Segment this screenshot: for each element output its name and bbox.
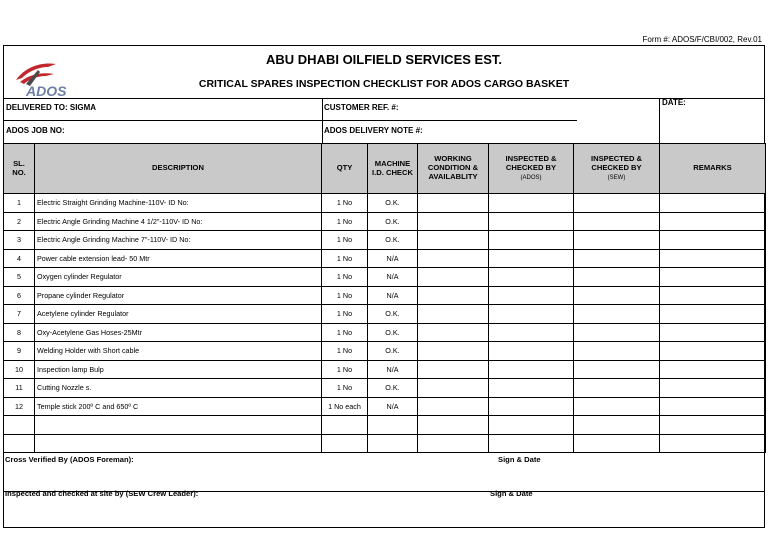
row-machine-check: O.K.: [368, 323, 418, 342]
table-row: [4, 323, 766, 342]
row-description: [35, 434, 322, 453]
inspected-site-label: Inspected and checked at site by (SEW Crew Leader):: [5, 489, 199, 498]
row-machine-check: O.K.: [368, 194, 418, 213]
row-inspected-sew: [574, 268, 660, 287]
row-number: 3: [4, 231, 35, 250]
row-qty: 1 No: [322, 305, 368, 324]
row-machine-check: O.K.: [368, 342, 418, 361]
header-inspected-sew: INSPECTED & CHECKED BY (SEW): [574, 144, 660, 194]
table-header-row: [4, 144, 766, 194]
row-remarks: [660, 231, 766, 250]
sign-date-1: Sign & Date: [498, 455, 541, 464]
row-qty: 1 No: [322, 379, 368, 398]
table-row: [4, 397, 766, 416]
row-inspected-sew: [574, 360, 660, 379]
row-description: Propane cylinder Regulator: [35, 286, 322, 305]
table-row: [4, 379, 766, 398]
table-row: [4, 286, 766, 305]
row-remarks: [660, 212, 766, 231]
logo-text: ADOS: [26, 83, 67, 98]
row-inspected-sew: [574, 323, 660, 342]
row-remarks: [660, 379, 766, 398]
row-remarks: [660, 323, 766, 342]
table-row: [4, 231, 766, 250]
row-remarks: [660, 360, 766, 379]
row-inspected-ados: [489, 397, 574, 416]
row-qty: 1 No: [322, 323, 368, 342]
row-inspected-sew: [574, 194, 660, 213]
row-working: [418, 434, 489, 453]
row-inspected-ados: [489, 268, 574, 287]
row-number: 12: [4, 397, 35, 416]
table-row: [4, 268, 766, 287]
row-number: 8: [4, 323, 35, 342]
form-number: Form #: ADOS/F/CBI/002, Rev.01: [642, 35, 762, 44]
row-working: [418, 268, 489, 287]
row-remarks: [660, 434, 766, 453]
row-qty: 1 No: [322, 342, 368, 361]
row-working: [418, 379, 489, 398]
row-working: [418, 397, 489, 416]
row-remarks: [660, 342, 766, 361]
row-qty: 1 No: [322, 268, 368, 287]
row-description: Temple stick 200º C and 650º C: [35, 397, 322, 416]
date-label: DATE:: [662, 98, 686, 107]
job-no: ADOS JOB NO:: [6, 126, 65, 135]
row-inspected-ados: [489, 342, 574, 361]
row-inspected-ados: [489, 360, 574, 379]
row-machine-check: O.K.: [368, 379, 418, 398]
row-inspected-sew: [574, 416, 660, 435]
row-inspected-ados: [489, 416, 574, 435]
row-machine-check: N/A: [368, 397, 418, 416]
row-inspected-sew: [574, 434, 660, 453]
header-qty: QTY: [322, 144, 368, 194]
row-number: 11: [4, 379, 35, 398]
checklist-sheet: [3, 45, 765, 528]
row-number: [4, 416, 35, 435]
row-qty: 1 No: [322, 360, 368, 379]
table-row: [4, 434, 766, 453]
row-qty: 1 No: [322, 231, 368, 250]
row-qty: [322, 416, 368, 435]
row-description: [35, 416, 322, 435]
cross-verified-label: Cross Verified By (ADOS Foreman):: [5, 455, 134, 464]
row-machine-check: [368, 416, 418, 435]
header-inspected-ados: INSPECTED & CHECKED BY (ADOS): [489, 144, 574, 194]
header-description: DESCRIPTION: [35, 144, 322, 194]
header-machine-id: MACHINE I.D. CHECK: [368, 144, 418, 194]
row-working: [418, 231, 489, 250]
row-working: [418, 342, 489, 361]
row-machine-check: N/A: [368, 286, 418, 305]
row-inspected-sew: [574, 212, 660, 231]
row-inspected-ados: [489, 231, 574, 250]
row-inspected-ados: [489, 286, 574, 305]
table-row: [4, 305, 766, 324]
row-working: [418, 305, 489, 324]
row-remarks: [660, 194, 766, 213]
row-number: 2: [4, 212, 35, 231]
row-description: Power cable extension lead- 50 Mtr: [35, 249, 322, 268]
row-number: 7: [4, 305, 35, 324]
row-description: Welding Holder with Short cable: [35, 342, 322, 361]
row-remarks: [660, 305, 766, 324]
row-qty: 1 No: [322, 212, 368, 231]
row-inspected-sew: [574, 249, 660, 268]
row-inspected-ados: [489, 305, 574, 324]
row-number: 9: [4, 342, 35, 361]
row-working: [418, 249, 489, 268]
header-sl-no: SL. NO.: [4, 144, 35, 194]
row-inspected-sew: [574, 342, 660, 361]
row-description: Acetylene cylinder Regulator: [35, 305, 322, 324]
row-working: [418, 286, 489, 305]
row-working: [418, 212, 489, 231]
row-qty: 1 No each: [322, 397, 368, 416]
row-inspected-ados: [489, 212, 574, 231]
row-qty: 1 No: [322, 194, 368, 213]
row-number: 4: [4, 249, 35, 268]
row-machine-check: N/A: [368, 268, 418, 287]
customer-ref: CUSTOMER REF. #:: [324, 103, 399, 112]
row-qty: 1 No: [322, 249, 368, 268]
row-machine-check: N/A: [368, 360, 418, 379]
row-description: Electric Straight Grinding Machine-110V- ID No:: [35, 194, 322, 213]
row-description: Oxy-Acetylene Gas Hoses-25Mtr: [35, 323, 322, 342]
table-row: [4, 360, 766, 379]
table-row: [4, 342, 766, 361]
row-machine-check: N/A: [368, 249, 418, 268]
row-working: [418, 360, 489, 379]
row-number: [4, 434, 35, 453]
sign-date-2: Sign & Date: [490, 489, 533, 498]
header-remarks: REMARKS: [660, 144, 766, 194]
row-working: [418, 323, 489, 342]
row-machine-check: O.K.: [368, 305, 418, 324]
row-remarks: [660, 397, 766, 416]
company-name: ABU DHABI OILFIELD SERVICES EST.: [266, 52, 502, 67]
row-qty: [322, 434, 368, 453]
row-inspected-ados: [489, 323, 574, 342]
row-inspected-sew: [574, 379, 660, 398]
row-working: [418, 416, 489, 435]
table-row: [4, 249, 766, 268]
table-row: [4, 194, 766, 213]
row-inspected-ados: [489, 194, 574, 213]
row-remarks: [660, 249, 766, 268]
row-inspected-sew: [574, 286, 660, 305]
row-inspected-sew: [574, 397, 660, 416]
row-working: [418, 194, 489, 213]
row-description: Inspection lamp Bulp: [35, 360, 322, 379]
row-remarks: [660, 416, 766, 435]
row-machine-check: O.K.: [368, 231, 418, 250]
row-description: Oxygen cylinder Regulator: [35, 268, 322, 287]
row-inspected-ados: [489, 249, 574, 268]
checklist-table: [3, 143, 766, 453]
checklist-title: CRITICAL SPARES INSPECTION CHECKLIST FOR ADOS CARGO BASKET: [198, 78, 570, 90]
row-number: 10: [4, 360, 35, 379]
row-number: 1: [4, 194, 35, 213]
delivery-note: ADOS DELIVERY NOTE #:: [324, 126, 423, 135]
row-description: Cutting Nozzle s.: [35, 379, 322, 398]
row-number: 5: [4, 268, 35, 287]
table-row: [4, 416, 766, 435]
row-description: Electric Angle Grinding Machine 7"-110V- ID No:: [35, 231, 322, 250]
row-inspected-sew: [574, 305, 660, 324]
row-inspected-ados: [489, 434, 574, 453]
row-remarks: [660, 268, 766, 287]
delivered-to: DELIVERED TO: SIGMA: [6, 103, 97, 112]
table-row: [4, 212, 766, 231]
header-working: WORKING CONDITION & AVAILABLITY: [418, 144, 489, 194]
row-inspected-ados: [489, 379, 574, 398]
row-description: Electric Angle Grinding Machine 4 1/2"-110V- ID No:: [35, 212, 322, 231]
row-inspected-sew: [574, 231, 660, 250]
row-machine-check: [368, 434, 418, 453]
row-qty: 1 No: [322, 286, 368, 305]
row-number: 6: [4, 286, 35, 305]
row-machine-check: O.K.: [368, 212, 418, 231]
row-remarks: [660, 286, 766, 305]
